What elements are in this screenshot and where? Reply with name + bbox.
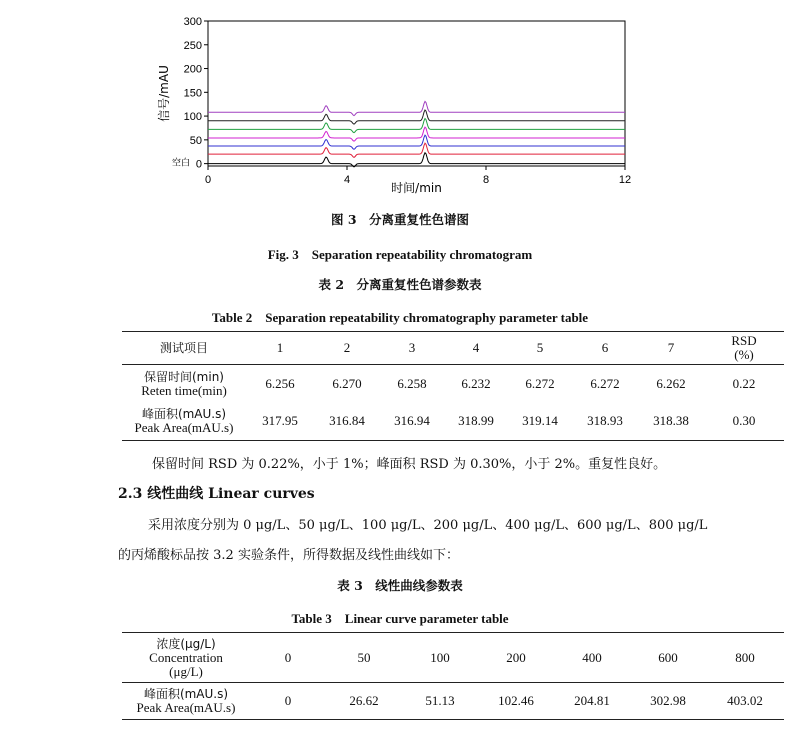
table-cell: 318.38: [638, 403, 704, 441]
table-cell: 600: [630, 633, 706, 683]
table3: [122, 632, 784, 720]
table-cell: 317.95: [246, 403, 314, 441]
table2: [122, 331, 784, 441]
table3-title-en: Table 3 Linear curve parameter table: [291, 611, 509, 626]
table-cell: 800: [706, 633, 784, 683]
table2-header-cell: 6: [572, 332, 638, 365]
table-cell: 6.258: [397, 375, 427, 391]
y-tick-label: 0: [195, 158, 202, 171]
area-label: [122, 683, 250, 720]
table-cell: 403.02: [706, 683, 784, 720]
table-cell: 6.270: [332, 375, 362, 391]
y-tick-label: 250: [183, 39, 202, 52]
table2-title-cn: 表 2 分离重复性色谱参数表: [318, 277, 482, 292]
table-cell: 318.93: [572, 403, 638, 441]
table-cell: 316.84: [314, 403, 380, 441]
table-cell: 26.62: [326, 683, 402, 720]
x-tick-label: 4: [343, 174, 351, 186]
table2-header-cell: 2: [314, 332, 380, 365]
row-label: [122, 403, 246, 441]
table-cell: 6.232: [461, 375, 491, 391]
fig3-title-cn: 图 3 分离重复性色谱图: [330, 212, 470, 227]
baseline-label: 空白: [172, 158, 191, 169]
conc-label-unit: (μg/L): [169, 663, 203, 679]
paragraph-concentrations: 采用浓度分别为 0 μg/L、50 μg/L、100 μg/L、200 μg/L、400 μg/L、600 μg/L、800 μg/L: [148, 518, 708, 533]
x-tick-label: 12: [618, 174, 632, 186]
table2-header-cell: 4: [444, 332, 508, 365]
y-tick-label: 150: [183, 87, 202, 100]
y-tick-label: 200: [183, 63, 202, 76]
x-tick-label: 0: [204, 174, 212, 186]
row-label-cn: 峰面积(mAU.s): [141, 407, 227, 422]
table-cell: 400: [554, 633, 630, 683]
table-cell: 200: [478, 633, 554, 683]
chromatogram-chart: [150, 8, 640, 200]
x-axis-label: 时间/min: [391, 181, 442, 195]
table-cell: 302.98: [630, 683, 706, 720]
table-cell: 50: [326, 633, 402, 683]
rsd-label: RSD: [731, 333, 757, 348]
table-cell: 51.13: [402, 683, 478, 720]
x-tick-label: 8: [482, 174, 490, 186]
fig3-title-en: Fig. 3 Separation repeatability chromatogram: [267, 247, 533, 262]
table-cell: 316.94: [380, 403, 444, 441]
table-cell: 0: [250, 683, 326, 720]
paragraph-rsd: 保留时间 RSD 为 0.22%，小于 1%；峰面积 RSD 为 0.30%，小于 2%。重复性良好。: [152, 457, 667, 472]
row-label-cn: 保留时间(min): [144, 369, 224, 384]
table2-header-cell: 7: [638, 332, 704, 365]
table-row: [122, 403, 784, 441]
table-cell: 6.272: [590, 375, 620, 391]
table-cell: 0: [250, 633, 326, 683]
table-cell: 6.262: [656, 375, 686, 391]
table-cell: 204.81: [554, 683, 630, 720]
chromatogram-trace-3: [208, 135, 625, 149]
table-row: [122, 365, 784, 403]
plot-frame: [208, 21, 625, 166]
table3-conc-row: [122, 633, 784, 683]
table-cell: 318.99: [444, 403, 508, 441]
table-cell: 319.14: [508, 403, 572, 441]
y-axis-label: 信号/mAU: [157, 65, 171, 122]
rsd-unit: (%): [734, 347, 754, 362]
table2-header-cell: 3: [380, 332, 444, 365]
row-label-en: Reten time(min): [141, 382, 227, 398]
table2-header-cell: 1: [246, 332, 314, 365]
table-cell: 102.46: [478, 683, 554, 720]
table-cell: 0.30: [704, 403, 784, 441]
conc-label-en: Concentration: [149, 649, 223, 665]
y-tick-label: 300: [183, 16, 202, 28]
area-label-en: Peak Area(mAU.s): [136, 700, 236, 715]
chromatogram-trace-7: [208, 101, 625, 115]
table3-title-cn: 表 3 线性曲线参数表: [337, 578, 463, 593]
chromatogram-trace-2: [208, 143, 625, 157]
table-cell: 6.272: [525, 375, 555, 391]
table-cell: 6.256: [265, 375, 295, 391]
table2-header-item: 测试项目: [122, 332, 246, 365]
table-cell: 0.22: [732, 375, 756, 391]
y-tick-label: 50: [189, 134, 202, 147]
table2-header-row: [122, 332, 784, 365]
y-tick-label: 100: [183, 111, 202, 124]
chromatogram-trace-1: [208, 153, 625, 167]
paragraph-conditions: 的丙烯酸标品按 3.2 实验条件，所得数据及线性曲线如下：: [118, 548, 459, 563]
conc-label: [122, 633, 250, 683]
table2-title-en: Table 2 Separation repeatability chromatography parameter table: [211, 310, 589, 325]
conc-label-cn: 浓度(μg/L): [156, 636, 216, 651]
row-label-en: Peak Area(mAU.s): [134, 420, 234, 436]
section-heading: 2.3 线性曲线 Linear curves: [118, 486, 315, 502]
table2-header-rsd: [704, 332, 784, 365]
area-label-cn: 峰面积(mAU.s): [143, 687, 229, 701]
table-cell: 100: [402, 633, 478, 683]
row-label: [122, 365, 246, 403]
table2-header-cell: 5: [508, 332, 572, 365]
table3-area-row: [122, 683, 784, 720]
